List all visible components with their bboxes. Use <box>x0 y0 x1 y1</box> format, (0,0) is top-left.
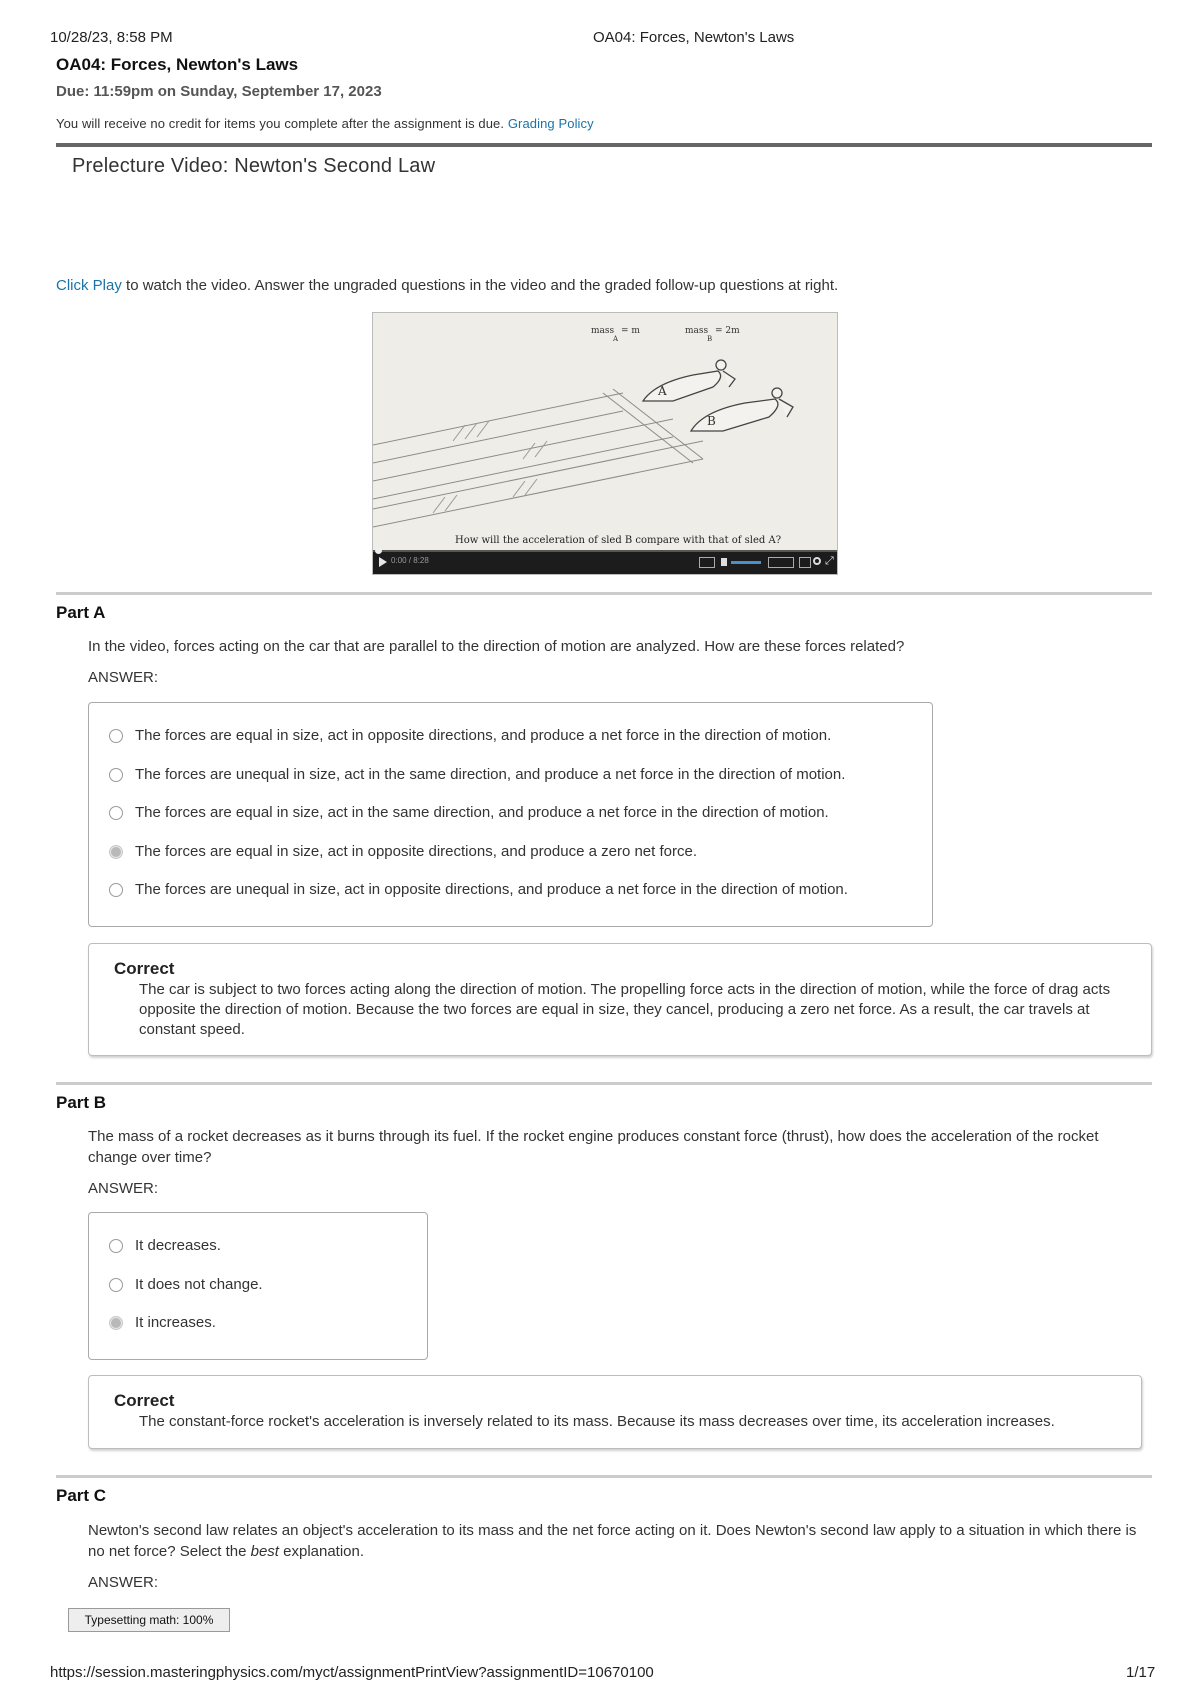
part-b-feedback <box>88 1375 1142 1449</box>
part-a-choice-5[interactable] <box>109 881 848 898</box>
video-control-bar[interactable] <box>373 550 837 574</box>
video-progress-handle[interactable] <box>375 547 382 554</box>
part-a-answer-label: ANSWER: <box>88 669 159 686</box>
part-c-question-text: Newton's second law relates an object's acceleration to its mass and the net force acting on it. Does Newton's second law apply to a situation in which there is no net force? Select the <box>88 1522 1137 1560</box>
choice-label: It does not change. <box>135 1276 263 1293</box>
typesetting-status: Typesetting math: 100% <box>68 1608 230 1632</box>
choice-label: The forces are equal in size, act in opposite directions, and produce a net force in the direction of motion. <box>135 727 832 744</box>
part-b-choices <box>88 1212 428 1360</box>
assignment-title: OA04: Forces, Newton's Laws <box>56 55 299 74</box>
mass-a-label: mass <box>591 326 615 336</box>
credit-note-text: You will receive no credit for items you complete after the assignment is due. <box>56 116 505 131</box>
video-player[interactable] <box>372 312 838 575</box>
footer-url: https://session.masteringphysics.com/myct/assignmentPrintView?assignmentID=10670100 <box>50 1664 654 1681</box>
radio-button[interactable] <box>109 1239 123 1253</box>
gear-icon[interactable] <box>813 557 821 565</box>
part-b-feedback-text: The constant-force rocket's acceleration is inversely related to its mass. Because its mass decreases over time, its acceleration increases. <box>139 1413 1055 1430</box>
mass-a-value: = m <box>621 326 640 336</box>
volume-icon[interactable] <box>721 558 727 566</box>
fullscreen-icon[interactable]: ⤢ <box>825 555 834 567</box>
radio-button[interactable] <box>109 768 123 782</box>
header-divider <box>56 143 1152 147</box>
part-a-choices <box>88 702 933 927</box>
radio-button[interactable] <box>109 806 123 820</box>
grading-policy-link[interactable]: Grading Policy <box>507 116 594 131</box>
section-title: Prelecture Video: Newton's Second Law <box>72 155 436 177</box>
video-progress-track[interactable] <box>373 550 837 552</box>
part-a-choice-1[interactable] <box>109 727 831 744</box>
speed-selector[interactable] <box>768 557 794 568</box>
radio-button[interactable] <box>109 883 123 897</box>
part-b-choice-1[interactable] <box>109 1237 221 1254</box>
mass-a-sub: A <box>613 335 619 343</box>
captions-icon[interactable] <box>699 557 715 568</box>
video-caption: How will the acceleration of sled B compare with that of sled A? <box>455 535 782 546</box>
part-a-title: Part A <box>56 603 106 622</box>
choice-label: The forces are unequal in size, act in the same direction, and produce a net force in the direction of motion. <box>135 766 846 783</box>
part-c-question-emphasis: best <box>250 1543 279 1560</box>
part-a-choice-3[interactable] <box>109 804 829 821</box>
settings-box-icon[interactable] <box>799 557 811 568</box>
part-b-question: The mass of a rocket decreases as it burns through its fuel. If the rocket engine produces constant force (thrust), how does the acceleration of the rocket change over time? <box>88 1128 1099 1166</box>
part-a-choice-2[interactable] <box>109 766 845 783</box>
part-b-answer-label: ANSWER: <box>88 1180 159 1197</box>
video-time: 0:00 / 8:28 <box>391 556 429 565</box>
part-c-question-end: explanation. <box>278 1543 365 1560</box>
radio-button-selected[interactable] <box>109 1316 123 1330</box>
choice-label: It decreases. <box>135 1237 221 1254</box>
print-doc-title: OA04: Forces, Newton's Laws <box>593 29 795 46</box>
sled-a-label: A <box>658 384 667 398</box>
choice-label: The forces are equal in size, act in the same direction, and produce a net force in the direction of motion. <box>135 804 829 821</box>
part-a-feedback-title: Correct <box>114 959 175 978</box>
part-a-question: In the video, forces acting on the car that are parallel to the direction of motion are analyzed. How are these forces related? <box>88 638 905 655</box>
part-a-feedback-text: The car is subject to two forces acting along the direction of motion. The propelling force acts in the direction of motion, while the force of drag acts opposite the direction of motion. Because the two forces are equal in size, they cancel, producing a zero net force. As a result, the car travels at constant speed. <box>139 981 1111 1038</box>
footer-page-number: 1/17 <box>1126 1664 1156 1681</box>
part-c-question <box>88 1520 1138 1562</box>
part-b-choice-2[interactable] <box>109 1276 263 1293</box>
click-play-link[interactable]: Click Play <box>56 277 122 294</box>
part-c-title: Part C <box>56 1486 107 1505</box>
mass-b-sub: B <box>707 335 713 343</box>
mass-b-label: mass <box>685 326 709 336</box>
part-a-feedback <box>88 943 1152 1056</box>
video-frame-illustration <box>373 313 837 574</box>
due-date: Due: 11:59pm on Sunday, September 17, 2023 <box>56 83 382 100</box>
instruction-text: to watch the video. Answer the ungraded questions in the video and the graded follow-up questions at right. <box>121 277 839 294</box>
print-datetime: 10/28/23, 8:58 PM <box>50 29 173 46</box>
choice-label: The forces are equal in size, act in opposite directions, and produce a zero net force. <box>135 843 697 860</box>
part-a-choice-4[interactable] <box>109 843 697 860</box>
part-b-divider <box>56 1082 1152 1085</box>
part-c-divider <box>56 1475 1152 1478</box>
play-icon[interactable] <box>379 557 387 567</box>
volume-slider[interactable] <box>731 561 761 564</box>
part-b-title: Part B <box>56 1093 107 1112</box>
sled-b-label: B <box>707 414 716 428</box>
radio-button-selected[interactable] <box>109 845 123 859</box>
part-a-divider <box>56 592 1152 595</box>
choice-label: The forces are unequal in size, act in opposite directions, and produce a net force in the direction of motion. <box>135 881 848 898</box>
choice-label: It increases. <box>135 1314 216 1331</box>
radio-button[interactable] <box>109 1278 123 1292</box>
video-instruction <box>56 275 838 296</box>
part-c-answer-label: ANSWER: <box>88 1574 159 1591</box>
radio-button[interactable] <box>109 729 123 743</box>
credit-note <box>56 116 594 131</box>
mass-b-value: = 2m <box>715 326 740 336</box>
part-b-choice-3[interactable] <box>109 1314 216 1331</box>
part-b-feedback-title: Correct <box>114 1391 175 1410</box>
